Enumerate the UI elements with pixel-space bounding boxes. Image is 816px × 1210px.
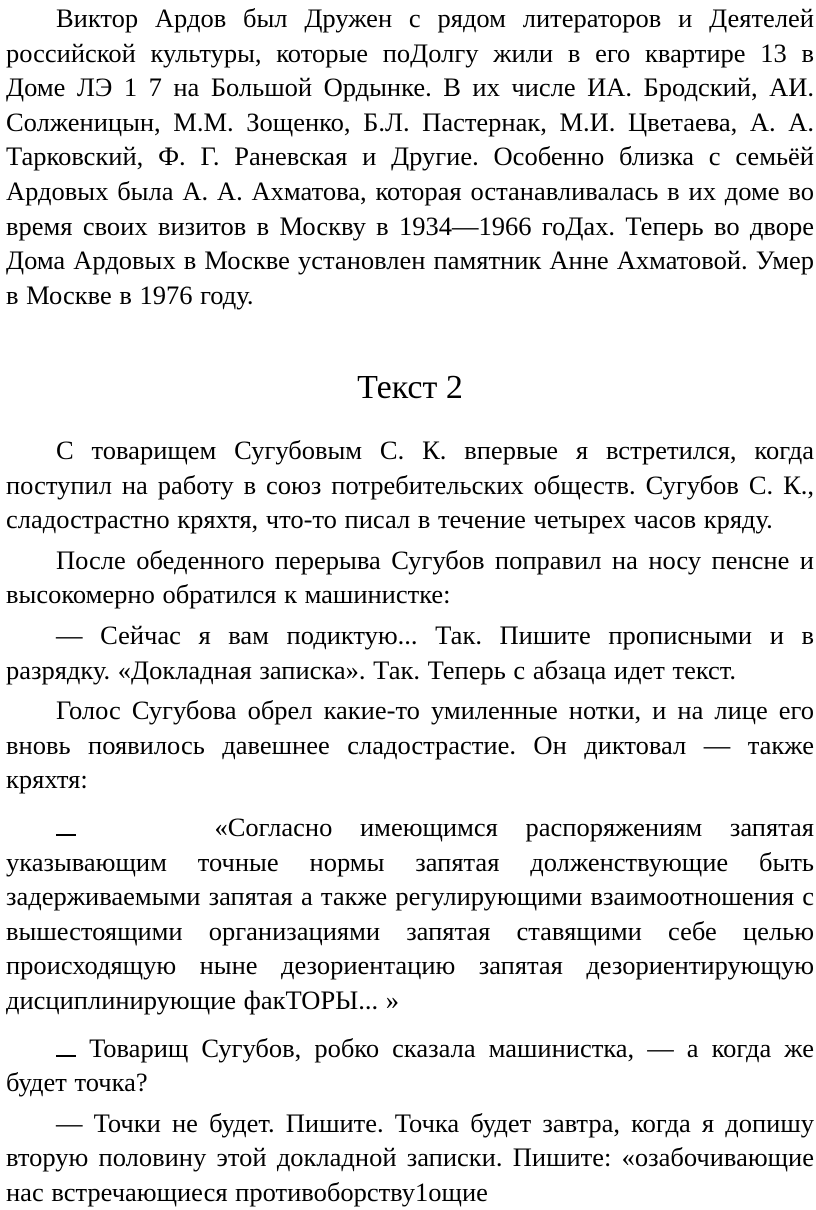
dash-mark: [56, 1043, 76, 1057]
paragraph-typist-question: [6, 1031, 814, 1100]
paragraph-memo-text: [6, 810, 814, 1018]
document-page: [6, 0, 815, 1207]
paragraph-sugubov-intro: С товарищем Сугубовым С. К. впервые я встретился, когда поступил на работу в союз потребительских обществ. Сугубов С. К., сладострастно кряхтя, что-то писал в течение четырех часов кряду.: [6, 435, 814, 535]
paragraph-voice: Голос Сугубова обрел какие-то умиленные нотки, и на лице его вновь появилось давешнее сладострастие. Он диктовал — также кряхтя:: [6, 695, 814, 795]
paragraph-after-lunch: После обеденного перерыва Сугубов поправил на носу пенсне и высокомерно обратился к машинистке:: [6, 544, 814, 610]
text-2-body: [6, 433, 814, 1209]
typist-question-text: Товарищ Сугубов, робко сказала машинистка, — а когда же будет точка?: [6, 1032, 815, 1098]
dash-mark: [56, 822, 76, 836]
memo-text: «Согласно имеющимся распоряжениям запятая указывающим точные нормы запятая долженствующие быть задерживаемыми запятая а также регулирующими взаимоотношения с вышестоящими организациями запятая ставящими себе целью происходящую ныне дезориентацию запятая дезориентирующую дисциплинирующие факТОРЫ... »: [6, 811, 814, 1015]
paragraph-ardov-bio: Виктор Ардов был Дружен с рядом литераторов и Деятелей российской культуры, которые поДолгу жили в его квартире 13 в Доме ЛЭ 1 7 на Большой Ордынке. В их числе ИА. Бродский, АИ. Солженицын, М.М. Зощенко, Б.Л. Пастернак, М.И. Цветаева, А. А. Тарковский, Ф. Г. Раневская и Другие. Особенно близка с семьёй Ардовых была А. А. Ахматова, которая останавливалась в их доме во время своих визитов в Москву в 1934—1966 гоДах. Теперь во дворе Дома Ардовых в Москве установлен памятник Анне Ахматовой. Умер в Москве в 1976 году.: [6, 3, 814, 310]
section-title: Текст 2: [357, 369, 463, 406]
paragraph-dictation-start: — Сейчас я вам подиктую... Так. Пишите прописными и в разрядку. «Докладная записка». Так. Теперь с абзаца идет текст.: [6, 619, 814, 685]
paragraph-no-period: — Точки не будет. Пишите. Точка будет завтра, когда я допишу вторую половину этой докладной записки. Пишите: «озабочивающие нас встречающиеся противоборству1ощие: [6, 1107, 814, 1207]
